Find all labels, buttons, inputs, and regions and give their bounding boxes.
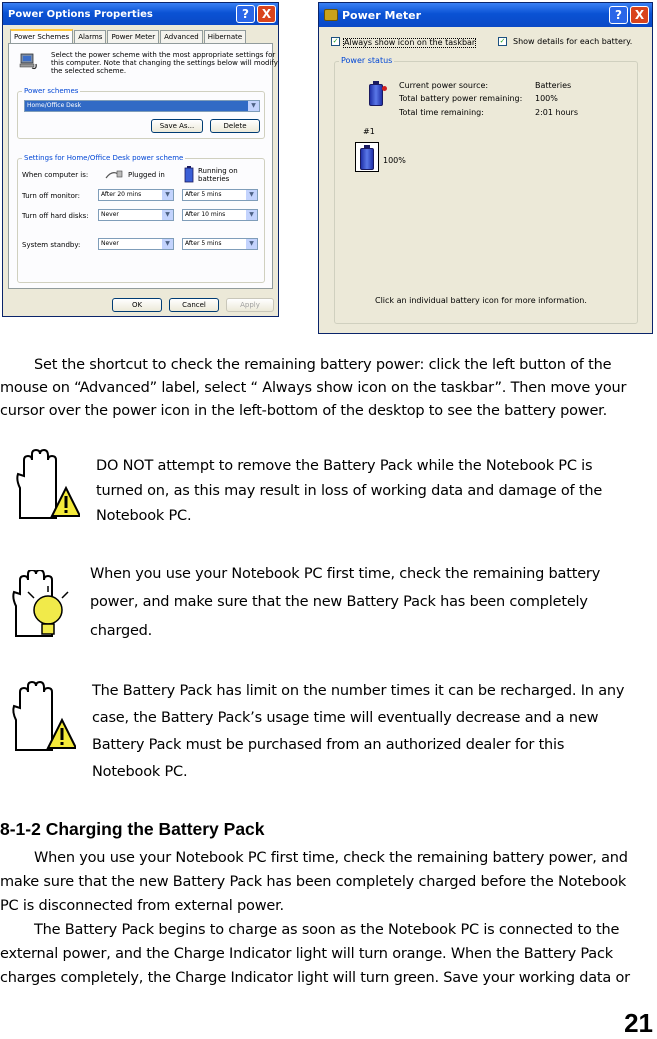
- plug-icon: [104, 166, 124, 182]
- power-status-group: [334, 56, 638, 324]
- save-as-button[interactable]: Save As...: [151, 119, 203, 133]
- power-schemes-pane: [8, 43, 278, 289]
- battery-icon: [182, 165, 196, 183]
- cancel-button[interactable]: Cancel: [169, 298, 219, 312]
- settings-label: Settings for Home/Office Desk power scheme: [24, 154, 184, 162]
- battery-id-label: #1: [363, 127, 375, 136]
- chevron-down-icon: ▼: [162, 239, 173, 249]
- battery-1-button[interactable]: [355, 142, 379, 172]
- battery-1-percent: 100%: [383, 156, 406, 165]
- warning2-line2: case, the Battery Pack’s usage time will eventually decrease and a new: [92, 710, 599, 726]
- ok-button[interactable]: OK: [112, 298, 162, 312]
- para3-line3: charges completely, the Charge Indicator light will turn green. Save your working data or: [0, 970, 630, 986]
- chevron-down-icon: ▼: [162, 210, 173, 220]
- section-title: 8-1-2 Charging the Battery Pack: [0, 819, 265, 839]
- hard-disks-battery-select[interactable]: [182, 209, 258, 221]
- hint-text: Click an individual battery icon for more information.: [375, 296, 587, 305]
- apply-button[interactable]: Apply: [226, 298, 274, 312]
- hard-disks-battery-value: After 10 mins: [185, 211, 226, 218]
- tip-line1: When you use your Notebook PC first time, check the remaining battery: [90, 566, 601, 582]
- power-schemes-group: [17, 87, 265, 139]
- power-status-label: Power status: [341, 56, 393, 65]
- power-scheme-select[interactable]: [24, 100, 260, 112]
- para1-line2: mouse on “Advanced” label, select “ Always show icon on the taskbar”. Then move your: [0, 380, 627, 396]
- warning1-line2: turned on, as this may result in loss of working data and damage of the: [96, 483, 603, 499]
- tab-alarms[interactable]: Alarms: [74, 30, 106, 43]
- close-button[interactable]: X: [630, 6, 649, 24]
- chevron-down-icon: ▼: [246, 239, 257, 249]
- power-meter-titlebar[interactable]: [319, 3, 652, 27]
- source-value: Batteries: [535, 81, 572, 90]
- intro-line-3: the selected scheme.: [51, 67, 127, 75]
- hard-disks-plugged-select[interactable]: [98, 209, 174, 221]
- battery-icon: [324, 9, 338, 21]
- tab-hibernate[interactable]: Hibernate: [204, 30, 247, 43]
- power-meter-title: Power Meter: [342, 8, 422, 22]
- warning1-line3: Notebook PC.: [96, 508, 192, 524]
- power-meter-window: [318, 2, 653, 334]
- tip-line3: charged.: [90, 623, 153, 639]
- settings-group: [17, 154, 265, 283]
- show-details-checkbox[interactable]: ✓: [499, 37, 506, 45]
- source-label: Current power source:: [399, 81, 489, 90]
- hard-disks-label: Turn off hard disks:: [22, 212, 89, 220]
- chevron-down-icon: ▼: [246, 190, 257, 200]
- warning2-line4: Notebook PC.: [92, 764, 188, 780]
- show-details-label[interactable]: Show details for each battery.: [513, 37, 633, 46]
- warning-hand-icon: [6, 680, 76, 756]
- monitor-battery-select[interactable]: [182, 189, 258, 201]
- intro-line-2: this computer. Note that changing the settings below will modify: [51, 59, 278, 67]
- para2-line3: PC is disconnected from external power.: [0, 898, 284, 914]
- battery-1-icon: [360, 148, 374, 170]
- standby-battery-select[interactable]: [182, 238, 258, 250]
- para3-line1: The Battery Pack begins to charge as soon as the Notebook PC is connected to the: [34, 922, 620, 938]
- para1-line3: cursor over the power icon in the left-bottom of the desktop to see the battery power.: [0, 403, 608, 419]
- para2-line2: make sure that the new Battery Pack has been completely charged before the Notebook: [0, 874, 627, 890]
- chevron-down-icon: ▼: [248, 101, 259, 111]
- warning1-line1: DO NOT attempt to remove the Battery Pack while the Notebook PC is: [96, 458, 593, 474]
- chevron-down-icon: ▼: [162, 190, 173, 200]
- para2-line1: When you use your Notebook PC first time, check the remaining battery power, and: [34, 850, 628, 866]
- delete-button[interactable]: Delete: [210, 119, 260, 133]
- tip-line2: power, and make sure that the new Battery Pack has been completely: [90, 594, 588, 610]
- remaining-label: Total battery power remaining:: [399, 94, 523, 103]
- power-schemes-label: Power schemes: [24, 87, 79, 95]
- hard-disks-plugged-value: Never: [101, 211, 119, 218]
- time-label: Total time remaining:: [399, 108, 484, 117]
- plugged-in-label: Plugged in: [128, 171, 165, 179]
- para3-line2: external power, and the Charge Indicator light will turn orange. When the Battery Pack: [0, 946, 613, 962]
- standby-battery-value: After 5 mins: [185, 240, 222, 247]
- standby-plugged-value: Never: [101, 240, 119, 247]
- help-button[interactable]: ?: [609, 6, 628, 24]
- help-button[interactable]: ?: [236, 5, 255, 23]
- power-options-titlebar[interactable]: [3, 3, 278, 25]
- monitor-battery-value: After 5 mins: [185, 191, 222, 198]
- standby-label: System standby:: [22, 241, 81, 249]
- standby-plugged-select[interactable]: [98, 238, 174, 250]
- intro-line-1: Select the power scheme with the most appropriate settings for: [51, 51, 276, 59]
- para1-line1: Set the shortcut to check the remaining battery power: click the left button of the: [34, 357, 612, 373]
- on-batteries-label-1: Running on: [198, 167, 238, 175]
- tab-advanced[interactable]: Advanced: [160, 30, 203, 43]
- warning-hand-icon: [10, 448, 80, 524]
- page-number: 21: [624, 1008, 653, 1038]
- lightbulb-hand-icon: [8, 570, 78, 642]
- power-plug-icon: [17, 50, 41, 74]
- when-label: When computer is:: [22, 171, 89, 179]
- warning2-line1: The Battery Pack has limit on the number times it can be recharged. In any: [92, 683, 625, 699]
- always-show-checkbox[interactable]: ✓: [332, 37, 339, 45]
- close-button[interactable]: X: [257, 5, 276, 23]
- tab-strip: [10, 30, 247, 44]
- monitor-label: Turn off monitor:: [22, 192, 81, 200]
- remaining-value: 100%: [535, 94, 558, 103]
- monitor-plugged-value: After 20 mins: [101, 191, 142, 198]
- chevron-down-icon: ▼: [246, 210, 257, 220]
- on-batteries-label-2: batteries: [198, 175, 230, 183]
- tab-power-schemes[interactable]: Power Schemes: [10, 29, 73, 43]
- warning2-line3: Battery Pack must be purchased from an authorized dealer for this: [92, 737, 565, 753]
- monitor-plugged-select[interactable]: [98, 189, 174, 201]
- power-scheme-value: Home/Office Desk: [27, 102, 82, 109]
- time-value: 2:01 hours: [535, 108, 578, 117]
- tab-power-meter[interactable]: Power Meter: [107, 30, 159, 43]
- power-options-window: [2, 2, 279, 317]
- battery-status-icon: [369, 84, 383, 106]
- always-show-label[interactable]: Always show icon on the taskbar: [344, 38, 476, 47]
- power-options-title: Power Options Properties: [8, 8, 153, 20]
